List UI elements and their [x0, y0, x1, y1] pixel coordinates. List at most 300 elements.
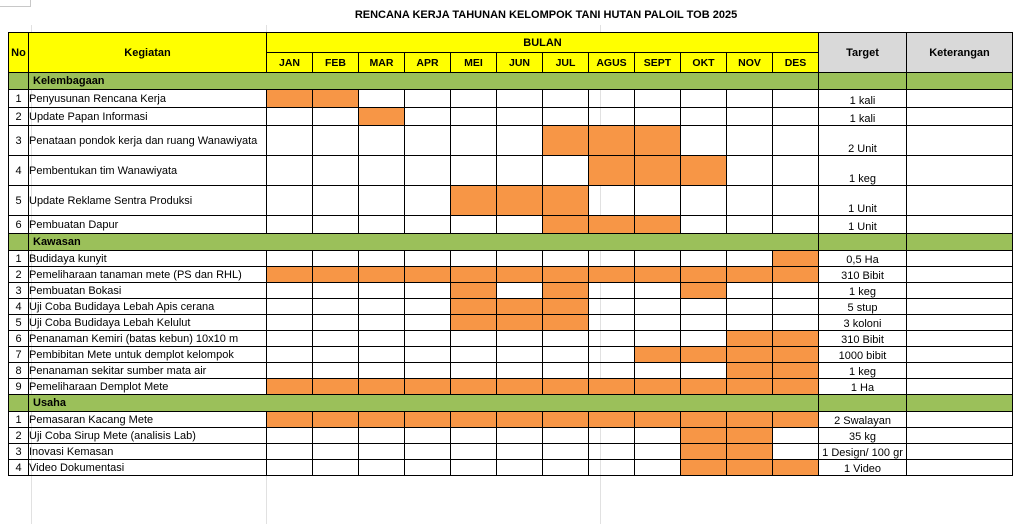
- month-cell[interactable]: [681, 108, 727, 126]
- month-cell[interactable]: [497, 251, 543, 267]
- month-cell[interactable]: [589, 299, 635, 315]
- activity-name[interactable]: Inovasi Kemasan: [29, 444, 267, 460]
- activity-name[interactable]: Pembentukan tim Wanawiyata: [29, 156, 267, 186]
- activity-name[interactable]: Video Dokumentasi: [29, 460, 267, 476]
- month-cell-active[interactable]: [589, 379, 635, 395]
- month-cell[interactable]: [405, 90, 451, 108]
- month-cell[interactable]: [681, 126, 727, 156]
- month-cell[interactable]: [451, 108, 497, 126]
- month-cell-active[interactable]: [589, 126, 635, 156]
- section-label[interactable]: Kawasan: [29, 234, 819, 251]
- activity-name[interactable]: Penanaman sekitar sumber mata air: [29, 363, 267, 379]
- target-value[interactable]: 1 keg: [819, 156, 907, 186]
- target-value[interactable]: 2 Unit: [819, 126, 907, 156]
- month-cell[interactable]: [589, 363, 635, 379]
- notes-cell[interactable]: [907, 412, 1013, 428]
- month-cell[interactable]: [773, 156, 819, 186]
- target-value[interactable]: 1 kali: [819, 90, 907, 108]
- month-cell-active[interactable]: [405, 267, 451, 283]
- month-cell[interactable]: [267, 216, 313, 234]
- activity-name[interactable]: Uji Coba Budidaya Lebah Kelulut: [29, 315, 267, 331]
- month-cell[interactable]: [359, 216, 405, 234]
- header-months-group[interactable]: BULAN: [267, 33, 819, 53]
- month-cell[interactable]: [267, 444, 313, 460]
- month-cell-active[interactable]: [313, 267, 359, 283]
- month-cell[interactable]: [497, 347, 543, 363]
- row-number[interactable]: 2: [9, 428, 29, 444]
- month-cell[interactable]: [543, 428, 589, 444]
- month-cell[interactable]: [543, 90, 589, 108]
- month-cell-active[interactable]: [635, 156, 681, 186]
- month-cell[interactable]: [497, 216, 543, 234]
- month-cell[interactable]: [635, 186, 681, 216]
- month-cell[interactable]: [497, 283, 543, 299]
- row-number[interactable]: 5: [9, 315, 29, 331]
- target-value[interactable]: 310 Bibit: [819, 331, 907, 347]
- activity-name[interactable]: Penanaman Kemiri (batas kebun) 10x10 m: [29, 331, 267, 347]
- activity-name[interactable]: Pembuatan Bokasi: [29, 283, 267, 299]
- month-cell[interactable]: [727, 251, 773, 267]
- month-cell[interactable]: [773, 216, 819, 234]
- section-label[interactable]: Kelembagaan: [29, 73, 819, 90]
- activity-name[interactable]: Pembuatan Dapur: [29, 216, 267, 234]
- month-cell-active[interactable]: [313, 90, 359, 108]
- row-number[interactable]: 1: [9, 412, 29, 428]
- month-cell[interactable]: [773, 126, 819, 156]
- month-cell[interactable]: [635, 428, 681, 444]
- month-cell[interactable]: [543, 251, 589, 267]
- month-cell[interactable]: [313, 347, 359, 363]
- month-cell[interactable]: [359, 126, 405, 156]
- notes-cell[interactable]: [907, 347, 1013, 363]
- month-cell[interactable]: [589, 444, 635, 460]
- month-cell-active[interactable]: [635, 347, 681, 363]
- row-number[interactable]: 6: [9, 216, 29, 234]
- month-cell[interactable]: [773, 315, 819, 331]
- header-month[interactable]: FEB: [313, 53, 359, 73]
- month-cell[interactable]: [451, 444, 497, 460]
- month-cell-active[interactable]: [451, 315, 497, 331]
- month-cell[interactable]: [635, 108, 681, 126]
- month-cell[interactable]: [405, 156, 451, 186]
- month-cell[interactable]: [359, 251, 405, 267]
- month-cell-active[interactable]: [773, 331, 819, 347]
- month-cell-active[interactable]: [681, 267, 727, 283]
- month-cell[interactable]: [267, 251, 313, 267]
- notes-cell[interactable]: [907, 90, 1013, 108]
- month-cell[interactable]: [543, 363, 589, 379]
- month-cell-active[interactable]: [727, 363, 773, 379]
- month-cell[interactable]: [405, 363, 451, 379]
- header-month[interactable]: MEI: [451, 53, 497, 73]
- month-cell-active[interactable]: [543, 216, 589, 234]
- month-cell-active[interactable]: [497, 315, 543, 331]
- month-cell-active[interactable]: [497, 379, 543, 395]
- month-cell[interactable]: [773, 299, 819, 315]
- header-month[interactable]: JUL: [543, 53, 589, 73]
- month-cell[interactable]: [451, 90, 497, 108]
- month-cell[interactable]: [635, 90, 681, 108]
- month-cell-active[interactable]: [543, 299, 589, 315]
- month-cell[interactable]: [589, 251, 635, 267]
- month-cell[interactable]: [313, 444, 359, 460]
- month-cell[interactable]: [635, 283, 681, 299]
- activity-name[interactable]: Pemeliharaan Demplot Mete: [29, 379, 267, 395]
- month-cell[interactable]: [359, 186, 405, 216]
- row-number[interactable]: 4: [9, 460, 29, 476]
- month-cell-active[interactable]: [681, 460, 727, 476]
- month-cell[interactable]: [635, 331, 681, 347]
- section-no-cell[interactable]: [9, 395, 29, 412]
- month-cell-active[interactable]: [589, 156, 635, 186]
- target-value[interactable]: 3 koloni: [819, 315, 907, 331]
- activity-name[interactable]: Budidaya kunyit: [29, 251, 267, 267]
- target-value[interactable]: 1 Design/ 100 gr: [819, 444, 907, 460]
- month-cell[interactable]: [727, 108, 773, 126]
- month-cell[interactable]: [267, 460, 313, 476]
- month-cell[interactable]: [773, 444, 819, 460]
- month-cell[interactable]: [589, 186, 635, 216]
- month-cell-active[interactable]: [681, 412, 727, 428]
- month-cell-active[interactable]: [497, 299, 543, 315]
- target-value[interactable]: 1 keg: [819, 283, 907, 299]
- month-cell[interactable]: [543, 156, 589, 186]
- month-cell-active[interactable]: [727, 347, 773, 363]
- notes-cell[interactable]: [907, 251, 1013, 267]
- month-cell[interactable]: [589, 315, 635, 331]
- month-cell[interactable]: [727, 299, 773, 315]
- notes-cell[interactable]: [907, 444, 1013, 460]
- month-cell[interactable]: [267, 126, 313, 156]
- month-cell[interactable]: [589, 108, 635, 126]
- month-cell[interactable]: [405, 186, 451, 216]
- month-cell[interactable]: [773, 108, 819, 126]
- month-cell[interactable]: [451, 363, 497, 379]
- month-cell-active[interactable]: [681, 283, 727, 299]
- notes-cell[interactable]: [907, 156, 1013, 186]
- month-cell-active[interactable]: [267, 379, 313, 395]
- month-cell-active[interactable]: [727, 267, 773, 283]
- month-cell-active[interactable]: [727, 331, 773, 347]
- month-cell-active[interactable]: [727, 444, 773, 460]
- month-cell[interactable]: [681, 90, 727, 108]
- notes-cell[interactable]: [907, 108, 1013, 126]
- notes-cell[interactable]: [907, 428, 1013, 444]
- row-number[interactable]: 2: [9, 108, 29, 126]
- row-number[interactable]: 7: [9, 347, 29, 363]
- month-cell-active[interactable]: [727, 412, 773, 428]
- month-cell[interactable]: [451, 216, 497, 234]
- month-cell-active[interactable]: [681, 347, 727, 363]
- month-cell[interactable]: [451, 251, 497, 267]
- month-cell[interactable]: [543, 108, 589, 126]
- month-cell-active[interactable]: [773, 251, 819, 267]
- row-number[interactable]: 4: [9, 156, 29, 186]
- month-cell[interactable]: [681, 363, 727, 379]
- month-cell[interactable]: [589, 460, 635, 476]
- notes-cell[interactable]: [907, 283, 1013, 299]
- header-activity[interactable]: Kegiatan: [29, 33, 267, 73]
- month-cell[interactable]: [681, 186, 727, 216]
- row-number[interactable]: 8: [9, 363, 29, 379]
- month-cell-active[interactable]: [543, 126, 589, 156]
- month-cell[interactable]: [543, 331, 589, 347]
- target-value[interactable]: 1 keg: [819, 363, 907, 379]
- month-cell[interactable]: [267, 186, 313, 216]
- month-cell[interactable]: [589, 347, 635, 363]
- month-cell[interactable]: [727, 216, 773, 234]
- month-cell-active[interactable]: [773, 347, 819, 363]
- target-value[interactable]: 1000 bibit: [819, 347, 907, 363]
- month-cell[interactable]: [589, 90, 635, 108]
- month-cell-active[interactable]: [267, 267, 313, 283]
- header-month[interactable]: SEPT: [635, 53, 681, 73]
- month-cell[interactable]: [451, 331, 497, 347]
- month-cell[interactable]: [359, 283, 405, 299]
- activity-name[interactable]: Update Reklame Sentra Produksi: [29, 186, 267, 216]
- month-cell-active[interactable]: [497, 186, 543, 216]
- month-cell-active[interactable]: [589, 267, 635, 283]
- month-cell[interactable]: [451, 460, 497, 476]
- row-number[interactable]: 4: [9, 299, 29, 315]
- month-cell[interactable]: [451, 428, 497, 444]
- month-cell[interactable]: [727, 126, 773, 156]
- notes-cell[interactable]: [907, 315, 1013, 331]
- month-cell-active[interactable]: [497, 412, 543, 428]
- month-cell[interactable]: [313, 251, 359, 267]
- month-cell-active[interactable]: [773, 363, 819, 379]
- month-cell-active[interactable]: [543, 315, 589, 331]
- month-cell-active[interactable]: [359, 379, 405, 395]
- month-cell[interactable]: [313, 428, 359, 444]
- month-cell[interactable]: [359, 428, 405, 444]
- notes-cell[interactable]: [907, 299, 1013, 315]
- month-cell[interactable]: [405, 108, 451, 126]
- month-cell[interactable]: [267, 283, 313, 299]
- header-no[interactable]: No: [9, 33, 29, 73]
- month-cell-active[interactable]: [635, 267, 681, 283]
- month-cell[interactable]: [405, 331, 451, 347]
- month-cell[interactable]: [451, 347, 497, 363]
- row-number[interactable]: 3: [9, 444, 29, 460]
- month-cell[interactable]: [405, 428, 451, 444]
- month-cell[interactable]: [313, 363, 359, 379]
- notes-cell[interactable]: [907, 267, 1013, 283]
- month-cell-active[interactable]: [543, 379, 589, 395]
- month-cell[interactable]: [497, 156, 543, 186]
- row-number[interactable]: 1: [9, 251, 29, 267]
- month-cell[interactable]: [635, 444, 681, 460]
- row-number[interactable]: 3: [9, 126, 29, 156]
- month-cell[interactable]: [497, 90, 543, 108]
- month-cell[interactable]: [359, 460, 405, 476]
- row-number[interactable]: 1: [9, 90, 29, 108]
- month-cell-active[interactable]: [635, 379, 681, 395]
- month-cell-active[interactable]: [359, 267, 405, 283]
- month-cell[interactable]: [267, 108, 313, 126]
- month-cell[interactable]: [681, 331, 727, 347]
- notes-cell[interactable]: [907, 126, 1013, 156]
- month-cell[interactable]: [635, 363, 681, 379]
- activity-name[interactable]: Pembibitan Mete untuk demplot kelompok: [29, 347, 267, 363]
- month-cell-active[interactable]: [773, 412, 819, 428]
- activity-name[interactable]: Penataan pondok kerja dan ruang Wanawiyata: [29, 126, 267, 156]
- month-cell[interactable]: [313, 331, 359, 347]
- notes-cell[interactable]: [907, 331, 1013, 347]
- section-label[interactable]: Usaha: [29, 395, 819, 412]
- row-number[interactable]: 9: [9, 379, 29, 395]
- month-cell-active[interactable]: [543, 412, 589, 428]
- row-number[interactable]: 6: [9, 331, 29, 347]
- month-cell[interactable]: [313, 216, 359, 234]
- header-month[interactable]: APR: [405, 53, 451, 73]
- month-cell-active[interactable]: [405, 379, 451, 395]
- header-notes[interactable]: Keterangan: [907, 33, 1013, 73]
- month-cell[interactable]: [497, 126, 543, 156]
- month-cell[interactable]: [405, 251, 451, 267]
- month-cell[interactable]: [681, 315, 727, 331]
- month-cell-active[interactable]: [451, 283, 497, 299]
- month-cell[interactable]: [313, 156, 359, 186]
- month-cell[interactable]: [313, 108, 359, 126]
- month-cell-active[interactable]: [451, 299, 497, 315]
- month-cell[interactable]: [543, 347, 589, 363]
- month-cell[interactable]: [405, 283, 451, 299]
- month-cell[interactable]: [313, 186, 359, 216]
- month-cell[interactable]: [497, 363, 543, 379]
- month-cell[interactable]: [681, 251, 727, 267]
- month-cell-active[interactable]: [543, 186, 589, 216]
- target-value[interactable]: 1 Unit: [819, 186, 907, 216]
- month-cell[interactable]: [497, 444, 543, 460]
- activity-name[interactable]: Uji Coba Budidaya Lebah Apis cerana: [29, 299, 267, 315]
- header-month[interactable]: JUN: [497, 53, 543, 73]
- header-month[interactable]: DES: [773, 53, 819, 73]
- section-target-cell[interactable]: [819, 395, 907, 412]
- month-cell-active[interactable]: [681, 379, 727, 395]
- month-cell[interactable]: [267, 315, 313, 331]
- month-cell[interactable]: [589, 331, 635, 347]
- month-cell[interactable]: [497, 460, 543, 476]
- notes-cell[interactable]: [907, 379, 1013, 395]
- month-cell-active[interactable]: [773, 267, 819, 283]
- section-no-cell[interactable]: [9, 73, 29, 90]
- month-cell-active[interactable]: [451, 412, 497, 428]
- header-month[interactable]: JAN: [267, 53, 313, 73]
- section-notes-cell[interactable]: [907, 234, 1013, 251]
- month-cell[interactable]: [313, 315, 359, 331]
- target-value[interactable]: 35 kg: [819, 428, 907, 444]
- month-cell[interactable]: [451, 126, 497, 156]
- row-number[interactable]: 5: [9, 186, 29, 216]
- month-cell[interactable]: [313, 126, 359, 156]
- activity-name[interactable]: Penyusunan Rencana Kerja: [29, 90, 267, 108]
- section-notes-cell[interactable]: [907, 395, 1013, 412]
- month-cell[interactable]: [405, 460, 451, 476]
- month-cell-active[interactable]: [635, 216, 681, 234]
- month-cell[interactable]: [267, 331, 313, 347]
- month-cell-active[interactable]: [635, 412, 681, 428]
- month-cell[interactable]: [405, 315, 451, 331]
- section-no-cell[interactable]: [9, 234, 29, 251]
- month-cell[interactable]: [267, 347, 313, 363]
- target-value[interactable]: 310 Bibit: [819, 267, 907, 283]
- target-value[interactable]: 2 Swalayan: [819, 412, 907, 428]
- month-cell-active[interactable]: [267, 412, 313, 428]
- month-cell[interactable]: [497, 331, 543, 347]
- month-cell[interactable]: [359, 444, 405, 460]
- notes-cell[interactable]: [907, 186, 1013, 216]
- month-cell[interactable]: [497, 428, 543, 444]
- month-cell[interactable]: [359, 90, 405, 108]
- month-cell[interactable]: [405, 347, 451, 363]
- header-month[interactable]: NOV: [727, 53, 773, 73]
- month-cell[interactable]: [405, 444, 451, 460]
- header-month[interactable]: OKT: [681, 53, 727, 73]
- notes-cell[interactable]: [907, 363, 1013, 379]
- month-cell[interactable]: [405, 216, 451, 234]
- sheet-corner-cell[interactable]: [0, 0, 31, 7]
- month-cell[interactable]: [359, 299, 405, 315]
- month-cell[interactable]: [727, 156, 773, 186]
- activity-name[interactable]: Uji Coba Sirup Mete (analisis Lab): [29, 428, 267, 444]
- month-cell-active[interactable]: [543, 267, 589, 283]
- target-value[interactable]: 1 Unit: [819, 216, 907, 234]
- month-cell[interactable]: [589, 428, 635, 444]
- target-value[interactable]: 0,5 Ha: [819, 251, 907, 267]
- activity-name[interactable]: Update Papan Informasi: [29, 108, 267, 126]
- month-cell[interactable]: [773, 90, 819, 108]
- notes-cell[interactable]: [907, 216, 1013, 234]
- month-cell[interactable]: [727, 283, 773, 299]
- month-cell[interactable]: [635, 460, 681, 476]
- month-cell-active[interactable]: [451, 267, 497, 283]
- month-cell-active[interactable]: [451, 379, 497, 395]
- month-cell-active[interactable]: [359, 108, 405, 126]
- month-cell-active[interactable]: [497, 267, 543, 283]
- target-value[interactable]: 1 Video: [819, 460, 907, 476]
- month-cell[interactable]: [313, 299, 359, 315]
- header-target[interactable]: Target: [819, 33, 907, 73]
- month-cell[interactable]: [635, 315, 681, 331]
- month-cell[interactable]: [727, 90, 773, 108]
- month-cell[interactable]: [313, 283, 359, 299]
- month-cell-active[interactable]: [727, 460, 773, 476]
- month-cell[interactable]: [359, 315, 405, 331]
- month-cell[interactable]: [359, 331, 405, 347]
- header-month[interactable]: MAR: [359, 53, 405, 73]
- month-cell[interactable]: [543, 460, 589, 476]
- month-cell-active[interactable]: [727, 428, 773, 444]
- header-month[interactable]: AGUS: [589, 53, 635, 73]
- section-target-cell[interactable]: [819, 234, 907, 251]
- month-cell-active[interactable]: [451, 186, 497, 216]
- month-cell[interactable]: [267, 156, 313, 186]
- month-cell-active[interactable]: [405, 412, 451, 428]
- month-cell[interactable]: [359, 347, 405, 363]
- month-cell[interactable]: [727, 186, 773, 216]
- month-cell[interactable]: [405, 126, 451, 156]
- month-cell[interactable]: [267, 363, 313, 379]
- month-cell[interactable]: [359, 363, 405, 379]
- month-cell-active[interactable]: [313, 412, 359, 428]
- row-number[interactable]: 3: [9, 283, 29, 299]
- month-cell[interactable]: [267, 299, 313, 315]
- month-cell[interactable]: [359, 156, 405, 186]
- section-notes-cell[interactable]: [907, 73, 1013, 90]
- month-cell-active[interactable]: [543, 283, 589, 299]
- month-cell[interactable]: [405, 299, 451, 315]
